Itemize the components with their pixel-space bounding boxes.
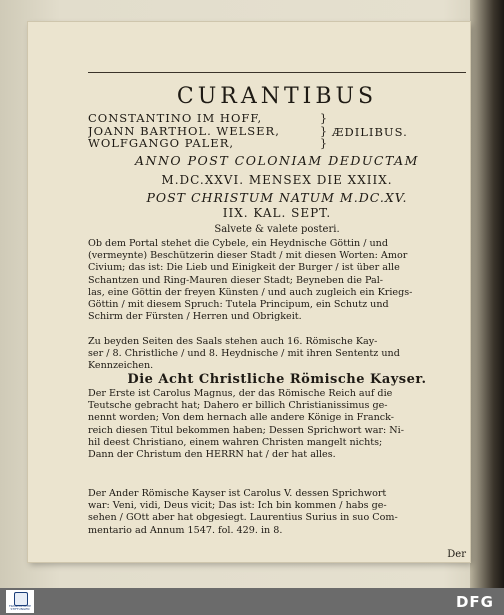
post-line: POST CHRISTUM NATUM M.DC.XV. — [146, 190, 408, 205]
paragraph-emperors — [88, 336, 466, 373]
text-line: las, eine Göttin der freyen Künsten / und auch zugleich ein Kriegs- — [88, 286, 413, 298]
section-heading: Die Acht Christliche Römische Kayser. — [127, 372, 427, 387]
text-line: Göttin / mit diesem Spruch: Tutela Principum, ein Schutz und — [88, 299, 389, 311]
text-line: nennt worden; Von dem hernach alle andere Könige in Franck- — [88, 412, 395, 424]
text-line: mentario ad Annum 1547. fol. 429. in 8. — [88, 524, 283, 536]
text-line: Dann der Christum den HERRN hat / der hat alles. — [88, 449, 336, 461]
text-line: ser / 8. Christliche / und 8. Heydnische / mit ihren Sententz und — [88, 348, 400, 360]
names-block — [88, 112, 466, 150]
text-line: Schantzen und Ring-Mauren dieser Stadt; Beyneben die Pal- — [88, 274, 384, 286]
name-line: CONSTANTINO IM HOFF, — [88, 112, 263, 125]
text-line: Civium; das ist: Die Lieb und Einigkeit der Burger / ist über alle — [88, 262, 400, 274]
text-line: (vermeynte) Beschützerin dieser Stadt / mit diesen Worten: Amor — [88, 250, 408, 262]
text-line: Der Erste ist Carolus Magnus, der das Römische Reich auf die — [88, 388, 393, 399]
kal-line: IIX. KAL. SEPT. — [222, 206, 332, 220]
name-line: WOLFGANGO PALER, — [88, 136, 235, 150]
name-line: JOANN BARTHOL. WELSER, — [88, 123, 280, 138]
salve-line: Salvete & valete posteri. — [214, 224, 340, 235]
text-line: Ob dem Portal stehet die Cybele, ein Heydnische Göttin / und — [88, 238, 388, 249]
francke-logo[interactable] — [6, 590, 34, 613]
text-line: Zu beyden Seiten des Saals stehen auch 16. Römische Kay- — [88, 336, 378, 347]
catchword: Der — [447, 549, 466, 560]
text-line: Schirm der Fürsten / Herren und Obrigkeit. — [88, 311, 302, 323]
viewer-footer — [0, 588, 504, 615]
anno-line: ANNO POST COLONIAM DEDUCTAM — [135, 153, 419, 168]
paragraph-cybele — [88, 238, 466, 323]
text-line: Kennzeichen. — [88, 360, 154, 372]
text-line: Der Ander Römische Kayser ist Carolus V. dessen Sprichwort — [88, 488, 387, 499]
book-page — [28, 22, 470, 562]
date-line: M.DC.XXVI. MENSEX DIE XXIIX. — [161, 173, 393, 187]
header-rule — [88, 72, 466, 73]
brace-glyph: } } } — [320, 112, 327, 150]
paragraph-carolus-v — [88, 488, 466, 537]
paragraph-carolus-magnus — [88, 388, 466, 461]
dfg-logo[interactable]: DFG — [455, 593, 494, 611]
text-line: hil deest Christiano, einem wahren Christen mangelt nichts; — [88, 436, 383, 448]
text-line: sehen / GOtt aber hat obgesiegt. Laurentius Surius in suo Com- — [88, 512, 398, 524]
book-edge — [470, 0, 504, 588]
text-line: reich diesen Titul bekommen haben; Dessen Sprichwort war: Ni- — [88, 424, 404, 436]
text-line: Teutsche gebracht hat; Dahero er billich Christianissimus ge- — [88, 400, 388, 412]
text-line: war: Veni, vidi, Deus vicit; Das ist: Ich bin kommen / habs ge- — [88, 500, 387, 512]
logo-text: FRANCKESCHE STIFTUNGEN — [8, 604, 32, 611]
aediles-label: ÆDILIBUS. — [332, 125, 408, 139]
inscription-title: CURANTIBUS — [176, 84, 378, 109]
